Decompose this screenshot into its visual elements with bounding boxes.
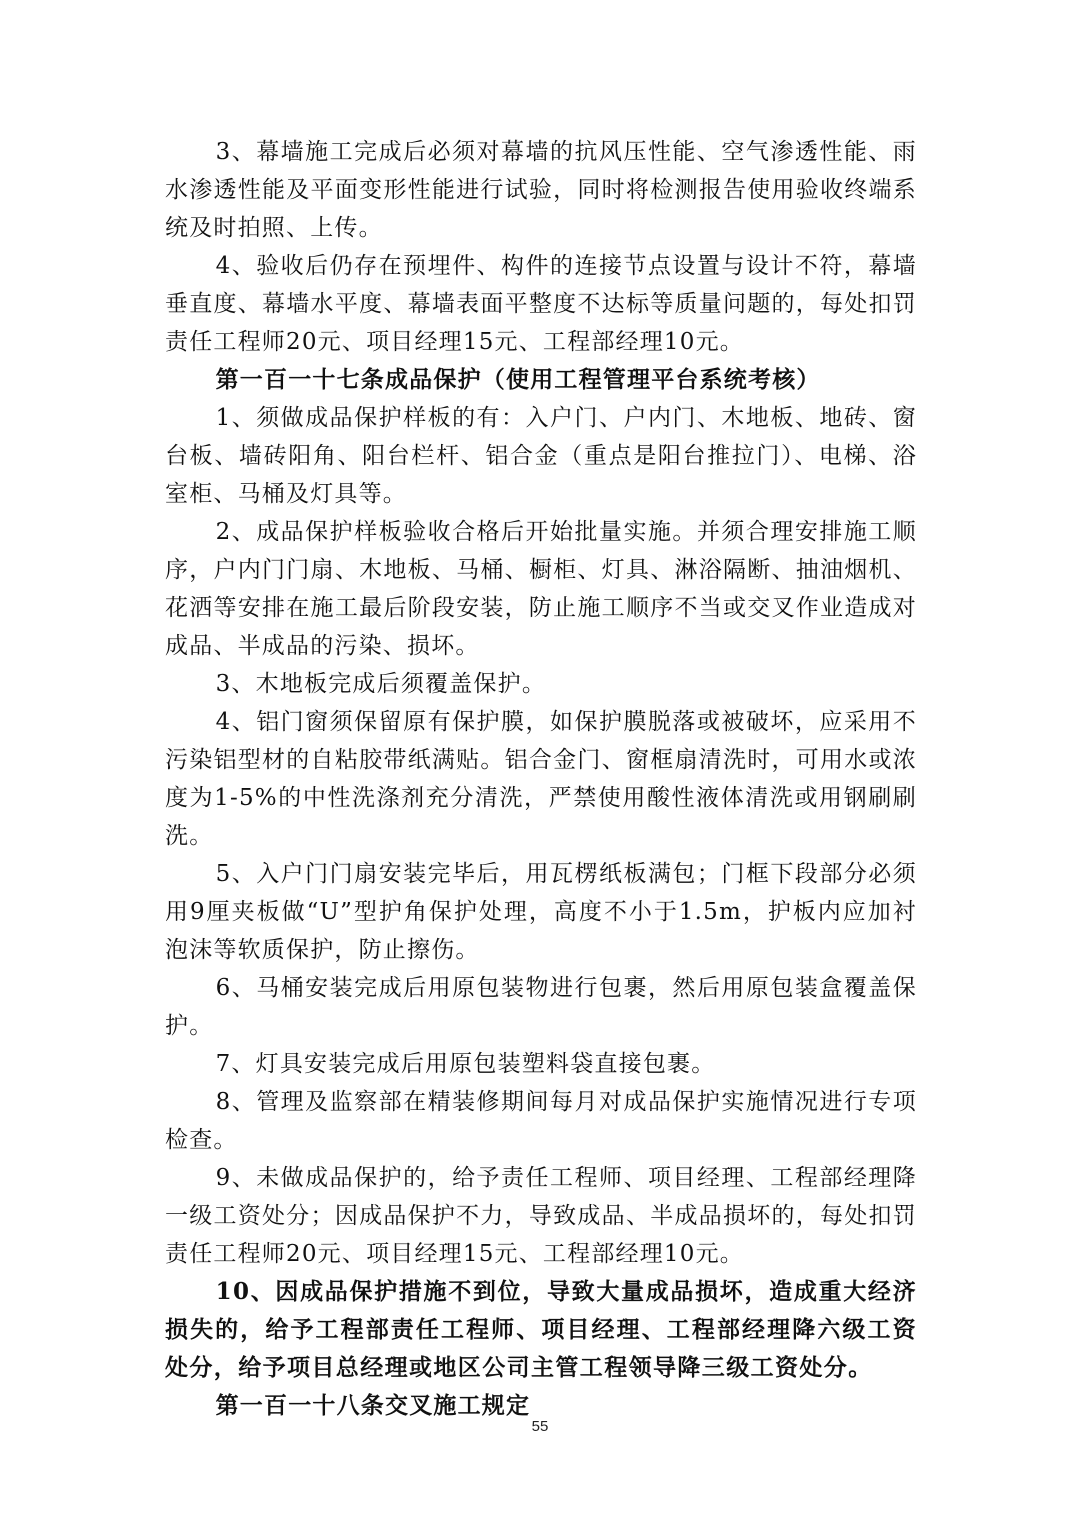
paragraph-batch-implementation: 2、成品保护样板验收合格后开始批量实施。并须合理安排施工顺序，户内门门扇、木地板、马桶、橱柜、灯具、淋浴隔断、抽油烟机、花洒等安排在施工最后阶段安装，防止施工顺序不当或交叉作业造成对成品、半成品的污染、损坏。 <box>165 519 917 659</box>
paragraph-sample-items: 1、须做成品保护样板的有：入户门、户内门、木地板、地砖、窗台板、墙砖阳角、阳台栏杆、铝合金（重点是阳台推拉门）、电梯、浴室柜、马桶及灯具等。 <box>165 405 917 507</box>
article-117-heading: 第一百一十七条成品保护（使用工程管理平台系统考核） <box>215 366 821 393</box>
paragraph-major-loss-penalty: 10、因成品保护措施不到位，导致大量成品损坏，造成重大经济损失的，给予工程部责任工程师、项目经理、工程部经理降六级工资处分，给予项目总经理或地区公司主管工程领导降三级工资处分。 <box>165 1278 917 1381</box>
paragraph-penalty: 9、未做成品保护的，给予责任工程师、项目经理、工程部经理降一级工资处分；因成品保护不力，导致成品、半成品损坏的，每处扣罚责任工程师20元、项目经理15元、工程部经理10元。 <box>165 1165 917 1267</box>
page-number: 55 <box>531 1418 549 1435</box>
paragraph-aluminum-windows: 4、铝门窗须保留原有保护膜，如保护膜脱落或被破坏，应采用不污染铝型材的自粘胶带纸满贴。铝合金门、窗框扇清洗时，可用水或浓度为1-5%的中性洗涤剂充分清洗，严禁使用酸性液体清洗或用钢刷刷洗。 <box>165 709 917 849</box>
article-118-heading: 第一百一十八条交叉施工规定 <box>215 1392 531 1419</box>
document-body <box>165 133 917 1425</box>
paragraph-entry-door: 5、入户门门扇安装完毕后，用瓦楞纸板满包；门框下段部分必须用9厘夹板做“U”型护角保护处理，高度不小于1.5m，护板内应加衬泡沫等软质保护，防止擦伤。 <box>165 861 917 963</box>
paragraph-curtain-wall-testing: 3、幕墙施工完成后必须对幕墙的抗风压性能、空气渗透性能、雨水渗透性能及平面变形性能进行试验，同时将检测报告使用验收终端系统及时拍照、上传。 <box>165 139 917 241</box>
paragraph-toilet: 6、马桶安装完成后用原包装物进行包裹，然后用原包装盒覆盖保护。 <box>165 975 917 1039</box>
paragraph-lamps: 7、灯具安装完成后用原包装塑料袋直接包裹。 <box>215 1051 716 1077</box>
paragraph-curtain-wall-penalty: 4、验收后仍存在预埋件、构件的连接节点设置与设计不符，幕墙垂直度、幕墙水平度、幕墙表面平整度不达标等质量问题的，每处扣罚责任工程师20元、项目经理15元、工程部经理10元。 <box>165 253 917 355</box>
paragraph-inspection: 8、管理及监察部在精装修期间每月对成品保护实施情况进行专项检查。 <box>165 1089 917 1153</box>
paragraph-wood-floor: 3、木地板完成后须覆盖保护。 <box>215 671 547 697</box>
